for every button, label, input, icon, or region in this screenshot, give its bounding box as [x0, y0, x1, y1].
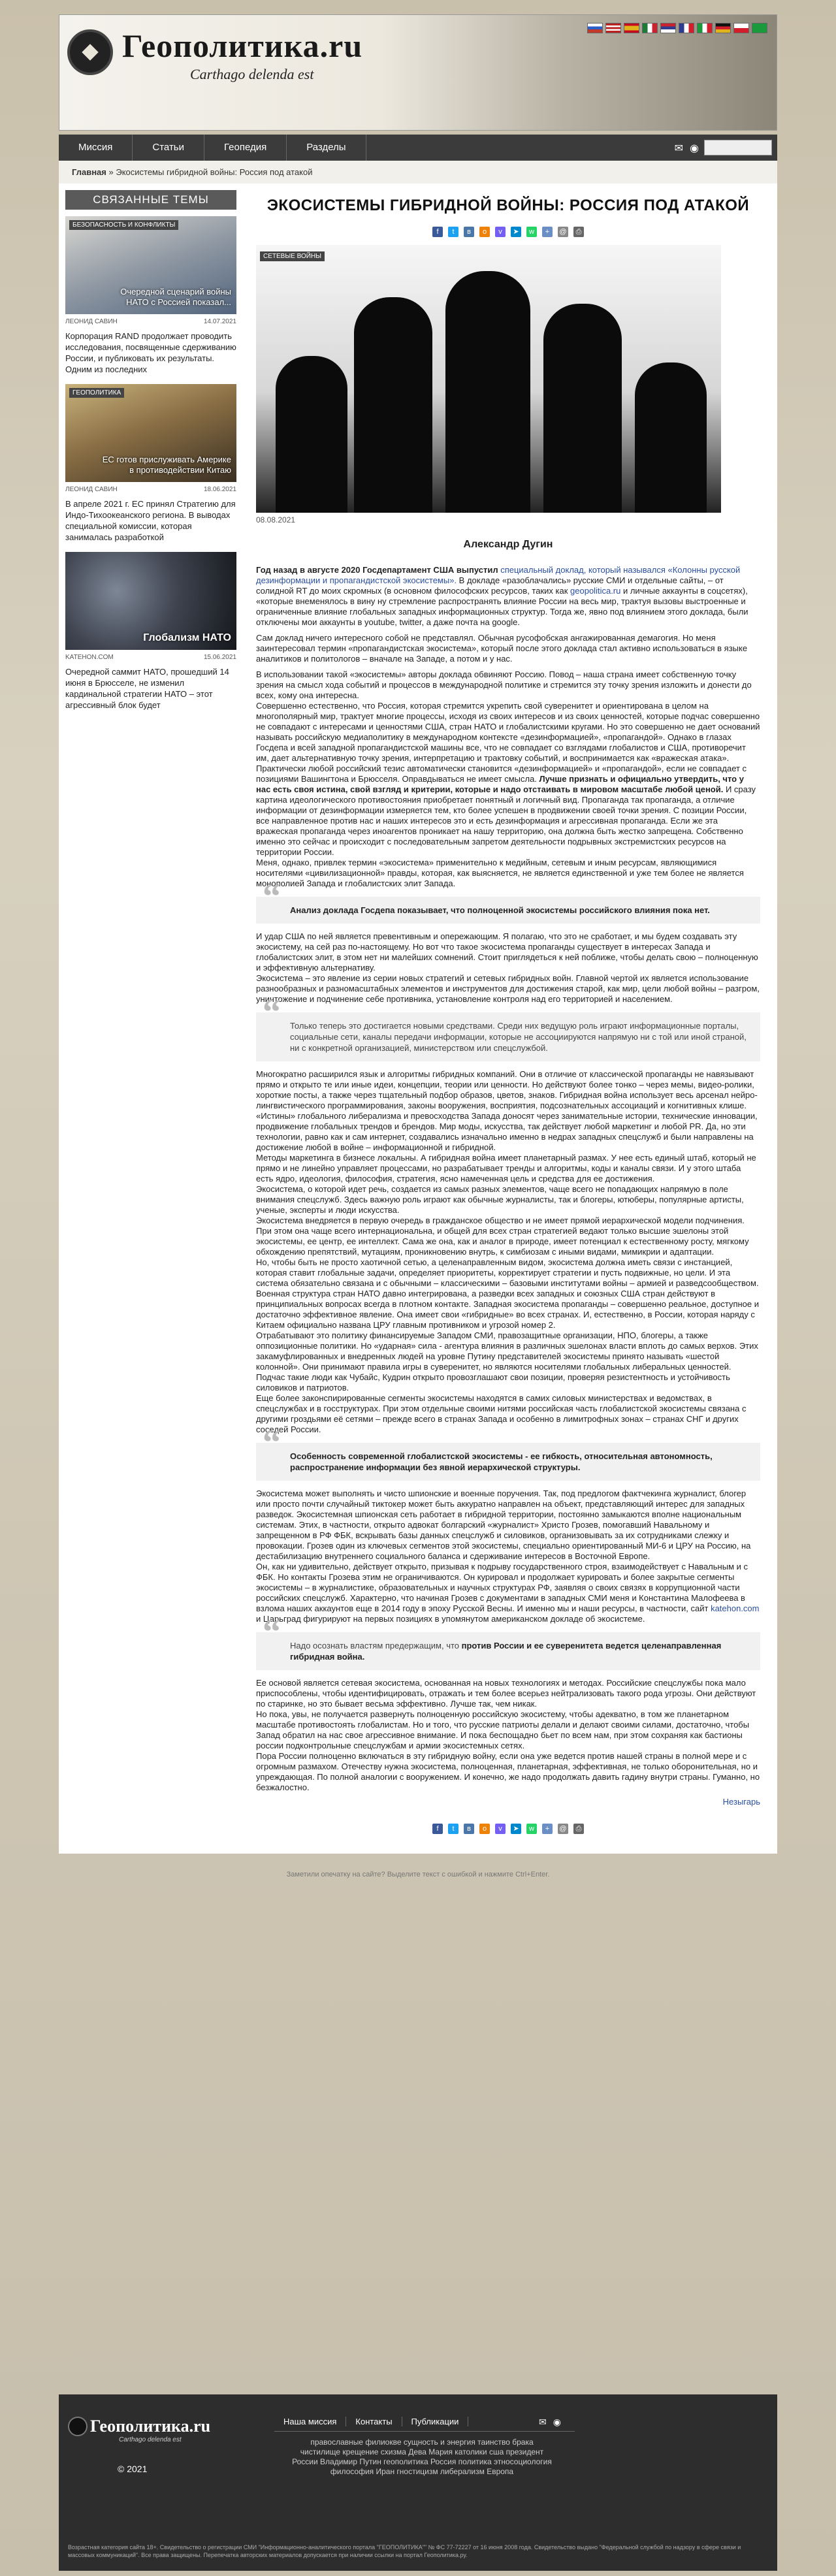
sidebar [65, 190, 236, 1834]
page-wrapper [59, 14, 777, 1878]
site-footer [59, 2394, 777, 2571]
viber-icon[interactable]: v [495, 1824, 506, 1834]
vk-icon[interactable]: в [464, 227, 474, 237]
footer-nav-publications[interactable]: Публикации [402, 2417, 469, 2426]
nav-icons [675, 142, 699, 155]
breadcrumb [59, 161, 777, 184]
flag-icon[interactable] [697, 23, 713, 33]
related-card-date: 14.07.2021 [203, 318, 236, 325]
nav-item-sections[interactable]: Разделы [287, 135, 366, 161]
vk-icon[interactable]: в [464, 1824, 474, 1834]
mail-icon[interactable]: ✉ [674, 143, 684, 154]
site-title[interactable]: Геополитика.ru [122, 27, 363, 64]
article-paragraph: Пора России полноценно включаться в эту гибридную войну, если она уже ведется против нашей страны в полной мере и с огромным размахом. Отечеству нужна экосистема, полноценная, планетарная, эффективная, не только оборонительная, но и упреждающая. По полной аналогии с вооружением. И конечно, же надо продолжать давить гадину внутри страны. Гуманно, но безжалостно. [256, 1751, 760, 1792]
related-card-date: 18.06.2021 [203, 486, 236, 493]
article-paragraph: Практически любой российский тезис автоматически становится «дезинформацией» и «пропагандой», если не совпадает с позициями Вашингтона и Брюсселя. Оправдываться не имеет смысла. Лучше признать и официально утвердить, что у нас есть своя истина, свой взгляд и критерии, которые и надо отстаивать в мировом масштабе любой ценой. И сразу картина идеологического противостояния приобретает понятный и логичный вид. Пропаганда так пропаганда, а отличие информации от дезинформации измеряется тем, кто более успешен в продвижении своей точки зрения. С позиции России, все направленное против нас и наших интересов это и есть дезинформация и агрессивная пропаганда. Если же эта вражеская пропаганда через иноагентов проникает на нашу территорию, она должна быть жестко запрещена. Собственно именно это сейчас и происходит с последовательным запретом деятельности подрывных экстремистских ресурсов на территории России. [256, 764, 756, 857]
article-paragraph: Экосистема может выполнять и чисто шпионские и военные поручения. Так, под предлогом фактчекинга журналист, блогер или просто почти случайный тиктокер может быть аккуратно направлен на объект, представляющий интерес для западных разведок. Экосистемная шпионская сеть работает в гибридной территории, постоянно замыкаются вполне национальным системам. Этих, в частности, открыто адвокат болгарский «журналист» Христо Грозев, помогавший Навальному и запрещенном в РФ ФБК, вскрывать базы данных спецслужб и силовиков, организовывать за их сотрудниками слежку и провокации. Грозев один из ключевых сегментов этой экосистемы, специально ориентированный МИ-6 и ЦРУ на Россию, на дестабилизацию внутреннего социального баланса и сдерживание интересов в Восточной Европе. [256, 1489, 751, 1561]
rss-icon[interactable]: ◉ [690, 143, 699, 154]
footer-slogan: Carthago delenda est [119, 2436, 182, 2443]
quote-mark-icon: “ [263, 1423, 281, 1463]
whatsapp-icon[interactable]: w [526, 1824, 537, 1834]
footer-divider [274, 2431, 575, 2432]
quote-mark-icon: “ [263, 877, 281, 917]
article-author[interactable]: Александр Дугин [463, 539, 553, 550]
article-paragraph: Он, как ни удивительно, действует открыто, призывая к подрыву государственного строя, взаимодействует с Навальным и с ФБК. Но контакты Грозева этим не ограничиваются. Он курировал и продолжает курировать и более закрытые сегменты экосистемы – в журналистике, образовательных и научных структурах РФ, заявляя о своих связях в коррупционной части российских спецслужб. Характерно, что начиная Грозев с документами в западных СМИ меня и Константина Малофеева в взлома наших аккаунтов еще в 2014 году в эпоху Русской Весны. И именно мы и наши ресурсы, в частности, сайт katehon.com и Царьград фигурируют на первых позициях в упомянутом американском докладе об экосистеме. [256, 1562, 760, 1624]
article-paragraph: Год назад в августе 2020 Госдепартамент США выпустил специальный доклад, который назывался «Колонны русской дезинформации и пропагандистской экосистемы». В докладе «разоблачались» русские СМИ и отдельные сайты, – от солидной RT до моих скромных (в основном философских ресурсов, таких как geopolitica.ru и личные аккаунты в соцсетях), «которые внеменялось в вину ну стремление распространять влияние России на весь мир, трактуя вызовы выстроенные и ограниченные влияние глобальных западных информационных структур. Тогда же, явно под влиянием этого доклада, были отключены мои аккаунты в youtube, twitter, а даже почта на google. [256, 565, 748, 627]
email-icon[interactable]: @ [558, 1824, 568, 1834]
geopolitica-link[interactable]: geopolitica.ru [570, 586, 621, 596]
article-paragraph: «Истины» глобального либерализма и превосходства Запада доносят через занимательные истории, технические инновации, продвижение глобальных трендов и брендов. Мир моды, искусства, так действует любой маркетинг и любой PR. Да, но эти технологии, равно как и сам интернет, создавались изначально именно в недрах западных спецслужб и были направлены на достижение любой в войне – информационной и гибридной. [256, 1111, 758, 1152]
site-slogan: Carthago delenda est [190, 66, 314, 82]
article-paragraph: Еще более законспирированные сегменты экосистемы находятся в самих силовых министерствах и ведомствах, в спецслужбах и в госструктурах. При этом отдельные своими нитями российская часть глобалистской экосистемы связана с другими гроздьями её сетями – прежде всего в странах Запада и особенно в лимитрофных зонах – странах СНГ и других соседей России. [256, 1393, 747, 1434]
article-title: ЭКОСИСТЕМЫ ГИБРИДНОЙ ВОЙНЫ: РОССИЯ ПОД АТАКОЙ [266, 197, 750, 214]
article-paragraph: В использовании такой «экосистемы» авторы доклада обвиняют Россию. Повод – наша страна имеет собственную точку зрения на смысл хода событий и процессов в международной политике и стремится эту точку зрения изложить и донести до всех, кому она интересна. [256, 669, 752, 700]
pull-quote: “ Анализ доклада Госдепа показывает, что полноценной экосистемы российского влияния пока нет. [256, 897, 760, 924]
viber-icon[interactable]: v [495, 227, 506, 237]
related-card-meta [65, 654, 236, 661]
related-card-meta [65, 318, 236, 325]
article-paragraph: Экосистема – это явление из серии новых стратегий и сетевых гибридных войн. Главной чертой их является использование разнообразных и разномасштабных элементов и инструментов для достижения старой, как мир, цели любой войны – разгром, уничтожение и подчинение себе противника, установление контроля над его территорией и населением. [256, 973, 760, 1004]
article-paragraph: Меня, однако, привлек термин «экосистема» применительно к медийным, сетевым и иным ресурсам, являющимися носителями «цивилизационной» правды, которая, как выясняется, не является единственной и уже тем более не является монополией Запада и глобалистских элит Запада. [256, 858, 744, 888]
related-card-author[interactable]: ЛЕОНИД САВИН [65, 318, 118, 325]
pull-quote: “ Только теперь это достигается новыми средствами. Среди них ведущую роль играют информационные порталы, социальные сети, каналы передачи информации, которые не ассоциируются напрямую ни с той или иной страной, ни с конкретной организацией, министерством или спецслужбой. [256, 1012, 760, 1061]
related-card-caption[interactable]: Глобализм НАТО [143, 632, 231, 643]
language-flags [587, 23, 767, 33]
twitter-icon[interactable]: t [448, 1824, 458, 1834]
footer-tag-cloud[interactable]: православные филиокве сущность и энергия таинство брака чистилище крещение схизма Дева Мария католики сша президент России Владимир Путин геополитика Россия политика этносоциология философия Иран гностицизм либерализм Европа [292, 2438, 552, 2476]
related-card-text: Очередной саммит НАТО, прошедший 14 июня в Брюсселе, не изменил кардинальной стратегии НАТО – этот агрессивный блок будет [65, 667, 229, 710]
article-paragraph: Методы маркетинга в бизнесе локальны. А гибридная война имеет планетарный размах. У нее есть единый штаб, который не прямо и не линейно управляет процессами, но разрабатывает тренды и алгоритмы, коды и каналы связи. И у этого штаба есть ядро, идеология, философия, стратегия, ясно намеченная цель и средства для ее достижения. [256, 1153, 756, 1183]
article-paragraph: Многократно расширился язык и алгоритмы гибридных компаний. Они в отличие от классической пропаганды не навязывают прямо и открыто те или иные идеи, концепции, теории или ценности. Но действуют более тонко – через мемы, видео-ролики, хороткие посты, а также через тщательный подбор образов, цветов, знаков. Гибридная война использует весь арсенал нейро-лингвистического программирования, законы вооружения, восприятия, подсознательных ассоциаций и когнитивных клише. [256, 1069, 758, 1110]
related-card-tag[interactable]: ГЕОПОЛИТИКА [69, 388, 124, 398]
related-card-caption[interactable]: Очередной сценарий войны НАТО с Россией показал... [120, 287, 231, 307]
ok-icon[interactable]: о [479, 227, 490, 237]
report-link[interactable]: специальный доклад, который назывался «Колонны русской дезинформации и пропагандистской экосистемы». [256, 565, 741, 585]
article-image [256, 245, 721, 513]
flag-icon[interactable] [624, 23, 639, 33]
article-image-tag[interactable]: СЕТЕВЫЕ ВОЙНЫ [260, 251, 325, 261]
flag-icon[interactable] [642, 23, 658, 33]
related-card-image[interactable] [65, 216, 236, 314]
compass-logo-icon[interactable] [67, 29, 113, 75]
typo-notice: Заметили опечатку на сайте? Выделите текст с ошибкой и нажмите Ctrl+Enter. [286, 1871, 550, 1878]
related-card-meta [65, 486, 236, 493]
breadcrumb-home[interactable]: Главная [72, 167, 106, 177]
ok-icon[interactable]: о [479, 1824, 490, 1834]
nav-item-articles[interactable]: Статьи [133, 135, 204, 161]
related-card-image[interactable] [65, 552, 236, 650]
quote-mark-icon: “ [263, 1612, 281, 1652]
telegram-icon[interactable]: ➤ [511, 227, 521, 237]
facebook-icon[interactable]: f [432, 1824, 443, 1834]
article-paragraph: Но пока, увы, не получается развернуть полноценную российскую экосистему, чтобы адекватно, в том же планетарном масштабе противостоять глобалистам. Но и того, что русские патриоты делали и делают своими силами, достаточно, чтобы Запад обратил на нас свое агрессивное внимание. И пока беспощадно бьет по всем нам, при этом сохраняя как бастионы россии подконтрольные спецслужбам и армии экосистемных сетях. [256, 1709, 750, 1750]
related-card-text: Корпорация RAND продолжает проводить исследования, посвященные сдерживанию России, и публиковать их результаты. Одним из последних [65, 331, 236, 374]
pull-quote: “ Надо осознать властям предержащим, что против России и ее суверенитета ведется целенаправленная гибридная война. [256, 1632, 760, 1670]
article-paragraph: Экосистема, о которой идет речь, создается из самых разных элементов, чаще всего не попадающих напрямую в поле внимания спецслужб. Здесь важную роль играют как обычные журналисты, так и блогеры, ютюберы, популярные артисты, ученые, эксперты и люди искусства. [256, 1184, 744, 1215]
footer-copyright: © 2021 [118, 2464, 148, 2474]
search-input[interactable] [704, 140, 772, 155]
silhouette-figure [635, 362, 707, 513]
article-paragraph: Отрабатывают это политику финансируемые Западом СМИ, правозащитные организации, НПО, блогеры, а также оппозиционные политики. Но «ударная» сила - агентура влияния в различных эшелонах власти вплоть до самых верхов. Этих закамуфлированных и внедренных людей на уровне Путину представителей экосистемы принято называть «шестой колонной». Они принимают правила игры в суверенитет, но являются носителями глобальных либеральных ценностей. Подчас такие люди как Чубайс, Кудрин открыто провозглашают свои позиции, проверяя резистентность и устойчивость силовиков и патриотов. [256, 1330, 758, 1393]
share-icon[interactable]: + [542, 227, 553, 237]
article-paragraph: Совершенно естественно, что Россия, которая стремится укрепить свой суверенитет и ориентирована в целом на многополярный мир, трактует многие процессы, исходя из своих интересов и из своих ценностей, которые подчас совершенно не совпадают с интересами и ценностями США, стран НАТО и глобалистскими кругами. Но это совершенно не дает оснований называть российскую медиаполитику в международном контексте «дезинформацией», «пропагандой». Однако в глазах Госдепа и всей западной пропагандистской машины все, что не совпадает со взглядами глобалистов и США, противоречит им, дает альтернативную точку зрения, интерпретацию и трактовку событий, и воспринимается как «вражеская атака». [256, 701, 760, 763]
content-area [59, 184, 777, 1854]
article-paragraph: Сам доклад ничего интересного собой не представлял. Обычная русофобская ангажированная демагогия. Но меня заинтересовал термин «пропагандистская экосистема», который после этого доклада стал активно использоваться в языке аналитиков и политологов – вначале на Западе, а потом и у нас. [256, 633, 748, 664]
facebook-icon[interactable]: f [432, 227, 443, 237]
silhouette-figure [543, 304, 622, 513]
footer-nav-contacts[interactable]: Контакты [346, 2417, 402, 2426]
related-card[interactable] [65, 216, 236, 378]
related-card-date: 15.06.2021 [203, 654, 236, 661]
quote-mark-icon: “ [263, 992, 281, 1033]
email-icon[interactable]: @ [558, 227, 568, 237]
katehon-link[interactable]: katehon.com [711, 1603, 760, 1613]
flag-icon[interactable] [679, 23, 694, 33]
article-paragraph: Но, чтобы быть не просто хаотичной сетью, а целенаправленным видом, экосистема должна иметь связи с инстанцией, которая ставит глобальные задачи, определяет приоритеты, корректирует стратегии и пусть подвижные, но цели. И эта система обязательно связана и с обычными – классическими – базовыми институтами войны – армией и разведсообществом. [256, 1257, 759, 1288]
rss-icon[interactable]: ◉ [553, 2417, 561, 2427]
flag-icon[interactable] [752, 23, 767, 33]
footer-compass-icon [68, 2417, 88, 2436]
breadcrumb-current: Экосистемы гибридной войны: Россия под атакой [116, 167, 313, 177]
site-header [59, 14, 777, 131]
flag-icon[interactable] [587, 23, 603, 33]
article-paragraph: И удар США по ней является превентивным и опережающим. Я полагаю, что это не сработает, и мы будем создавать эту экосистему, на сей раз по-настоящему. Но вот что такое экосистема пропаганды существует в интересах Запада и глобалистских элит, в этом нет ни малейших сомнений. Стоит приглядеться к ней поближе, чтобы делать свою – полноценную и эффективную альтернативу. [256, 931, 758, 973]
footer-nav-mission[interactable]: Наша миссия [274, 2417, 346, 2426]
flag-icon[interactable] [733, 23, 749, 33]
article-paragraph: Экосистема внедряется в первую очередь в гражданское общество и не имеет прямой иерархической модели подчинения. При этом она чаще всего интернациональна, и общей для всех стран стратегией ведают только высшие эшелоны этой экосистемы, ее центр, ее интеллект. Сама же она, как и аналог в природе, имеет потенциал к естественному росту, мягкому обхождению препятствий, мутациям, проникновению внутрь, к симбиозам с иными видами, мимикрии и адаптации. [256, 1216, 749, 1257]
related-card-caption[interactable]: ЕС готов прислуживать Америке в противодействии Китаю [102, 455, 231, 475]
silhouette-figure [354, 297, 432, 513]
share-bar-bottom [256, 1824, 760, 1834]
silhouette-figure [276, 356, 347, 513]
related-card-tag[interactable]: БЕЗОПАСНОСТЬ И КОНФЛИКТЫ [69, 220, 178, 230]
flag-icon[interactable] [605, 23, 621, 33]
flag-icon[interactable] [715, 23, 731, 33]
article [256, 190, 760, 1834]
twitter-icon[interactable]: t [448, 227, 458, 237]
mail-icon[interactable]: ✉ [539, 2417, 547, 2427]
related-card[interactable] [65, 552, 236, 713]
article-paragraph: Ее основой является сетевая экосистема, основанная на новых технологиях и методах. Российские спецслужбы пока мало приспособлены, чтобы идентифицировать, отражать и тем более всерьез нейтрализовать такого рода угрозы. Они действуют по старинке, но это бывает весьма эффективно. Лучше так, чем никак. [256, 1678, 756, 1709]
article-date: 08.08.2021 [256, 515, 296, 524]
share-icon[interactable]: + [542, 1824, 553, 1834]
related-card-image[interactable] [65, 384, 236, 482]
source-link[interactable]: Незыгарь [722, 1797, 760, 1807]
footer-logo[interactable]: Геополитика.ru [90, 2417, 211, 2436]
article-paragraph: Военная структура стран НАТО давно интегрирована, а разведки всех западных и союзных США стран действуют в принципиальных вопросах всегда в плотном контакте. Западная экосистема пропаганды – совершенно реальное, доступное и достаточно эффективное явление. Она имеет свои «гибридные» во всех странах. И, естественно, в России, которая наряду с Китаем официально названа ЦРУ главным противником и угрозой номер 2. [256, 1289, 759, 1330]
telegram-icon[interactable]: ➤ [511, 1824, 521, 1834]
nav-item-geopedia[interactable]: Геопедия [204, 135, 287, 161]
footer-icons [539, 2417, 561, 2428]
related-card-text: В апреле 2021 г. ЕС принял Стратегию для Индо-Тихоокеанского региона. В выводах специальной комиссии, которая занималась разработкой [65, 499, 236, 542]
related-card[interactable] [65, 384, 236, 545]
flag-icon[interactable] [660, 23, 676, 33]
footer-legal: Возрастная категория сайта 18+. Свидетельство о регистрации СМИ "Информационно-аналитического портала "ГЕОПОЛИТИКА"" № ФС 77-72227 от 16 июня 2008 года. Свидетельство выдано "Федеральной службой по надзору в сфере связи и массовых коммуникаций". Все права защищены. Перепечатка авторских материалов допускается при наличии ссылки на портал Геополитика.ру. [68, 2544, 741, 2558]
nav-item-mission[interactable]: Миссия [59, 135, 133, 161]
related-card-author[interactable]: ЛЕОНИД САВИН [65, 486, 118, 493]
footer-nav [274, 2417, 468, 2426]
main-nav [59, 135, 777, 161]
print-icon[interactable]: ⎙ [573, 227, 584, 237]
related-card-author[interactable]: KATEHON.COM [65, 654, 114, 661]
whatsapp-icon[interactable]: w [526, 227, 537, 237]
print-icon[interactable]: ⎙ [573, 1824, 584, 1834]
pull-quote: “ Особенность современной глобалистской экосистемы - ее гибкость, относительная автономность, распространение информации без явной иерархической структуры. [256, 1443, 760, 1481]
breadcrumb-separator: » [106, 167, 116, 177]
share-bar [256, 227, 760, 237]
sidebar-heading: СВЯЗАННЫЕ ТЕМЫ [65, 190, 236, 210]
silhouette-figure [445, 271, 530, 513]
